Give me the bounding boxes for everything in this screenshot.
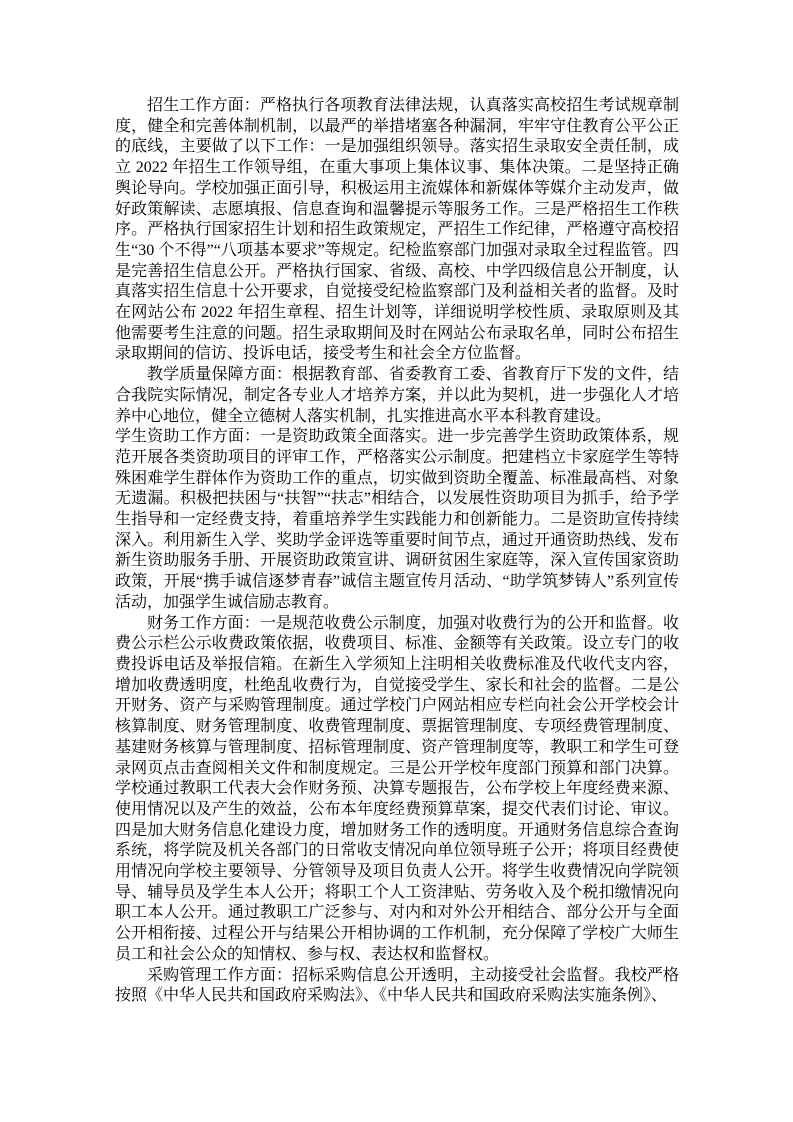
- document-body: [115, 96, 679, 1007]
- paragraph-student-aid: 学生资助工作方面：一是资助政策全面落实。进一步完善学生资助政策体系，规范开展各类资助项目的评审工作，严格落实公示制度。把建档立卡家庭学生等特殊困难学生群体作为资助工作的重点，切实做到资助全覆盖、标准最高档、对象无遗漏。积极把扶困与“扶智”“扶志”相结合，以发展性资助项目为抓手，给予学生指导和一定经费支持，着重培养学生实践能力和创新能力。二是资助宣传持续深入。利用新生入学、奖助学金评选等重要时间节点，通过开通资助热线、发布新生资助服务手册、开展资助政策宣讲、调研贫困生家庭等，深入宣传国家资助政策，开展“携手诚信逐梦青春”诚信主题宣传月活动、“助学筑梦铸人”系列宣传活动，加强学生诚信励志教育。: [115, 428, 679, 611]
- paragraph-admissions-work: 招生工作方面：严格执行各项教育法律法规，认真落实高校招生考试规章制度，健全和完善体制机制，以最严的举措堵塞各种漏洞，牢牢守住教育公平公正的底线，主要做了以下工作：一是加强组织领导。落实招生录取安全责任制，成立 2022 年招生工作领导组，在重大事项上集体议事、集体决策。二是坚持正确舆论导向。学校加强正面引导，积极运用主流媒体和新媒体等媒介主动发声，做好政策解读、志愿填报、信息查询和温馨提示等服务工作。三是严格招生工作秩序。严格执行国家招生计划和招生政策规定，严招生工作纪律，严格遵守高校招生“30 个不得”“八项基本要求”等规定。纪检监察部门加强对录取全过程监管。四是完善招生信息公开。严格执行国家、省级、高校、中学四级信息公开制度，认真落实招生信息十公开要求，自觉接受纪检监察部门及利益相关者的监督。及时在网站公布 2022 年招生章程、招生计划等，详细说明学校性质、录取原则及其他需要考生注意的问题。招生录取期间及时在网站公布录取名单，同时公布招生录取期间的信访、投诉电话，接受考生和社会全方位监督。: [115, 97, 679, 363]
- paragraph-finance-work: 财务工作方面：一是规范收费公示制度，加强对收费行为的公开和监督。收费公示栏公示收费政策依据，收费项目、标准、金额等有关政策。设立专门的收费投诉电话及举报信箱。在新生入学须知上注明相关收费标准及代收代支内容，增加收费透明度，杜绝乱收费行为，自觉接受学生、家长和社会的监督。二是公开财务、资产与采购管理制度。通过学校门户网站相应专栏向社会公开学校会计核算制度、财务管理制度、收费管理制度、票据管理制度、专项经费管理制度、基建财务核算与管理制度、招标管理制度、资产管理制度等，教职工和学生可登录网页点击查阅相关文件和制度规定。三是公开学校年度部门预算和部门决算。学校通过教职工代表大会作财务预、决算专题报告，公布学校上年度经费来源、使用情况以及产生的效益，公布本年度经费预算草案，提交代表们讨论、审议。四是加大财务信息化建设力度，增加财务工作的透明度。开通财务信息综合查询系统，将学院及机关各部门的日常收支情况向单位领导班子公开；将项目经费使用情况向学校主要领导、分管领导及项目负责人公开。将学生收费情况向学院领导、辅导员及学生本人公开；将职工个人工资津贴、劳务收入及个税扣缴情况向职工本人公开。通过教职工广泛参与、对内和对外公开相结合、部分公开与全面公开相衔接、过程公开与结果公开相协调的工作机制，充分保障了学校广大师生员工和社会公众的知情权、参与权、表达权和监督权。: [115, 614, 679, 963]
- paragraph-teaching-quality: 教学质量保障方面：根据教育部、省委教育工委、省教育厅下发的文件，结合我院实际情况，制定各专业人才培养方案，并以此为契机，进一步强化人才培养中心地位，健全立德树人落实机制，扎实推进高水平本科教育建设。: [115, 366, 679, 425]
- paragraph-procurement-management: 采购管理工作方面：招标采购信息公开透明，主动接受社会监督。我校严格按照《中华人民共和国政府采购法》、《中华人民共和国政府采购法实施条例》、: [115, 966, 679, 1005]
